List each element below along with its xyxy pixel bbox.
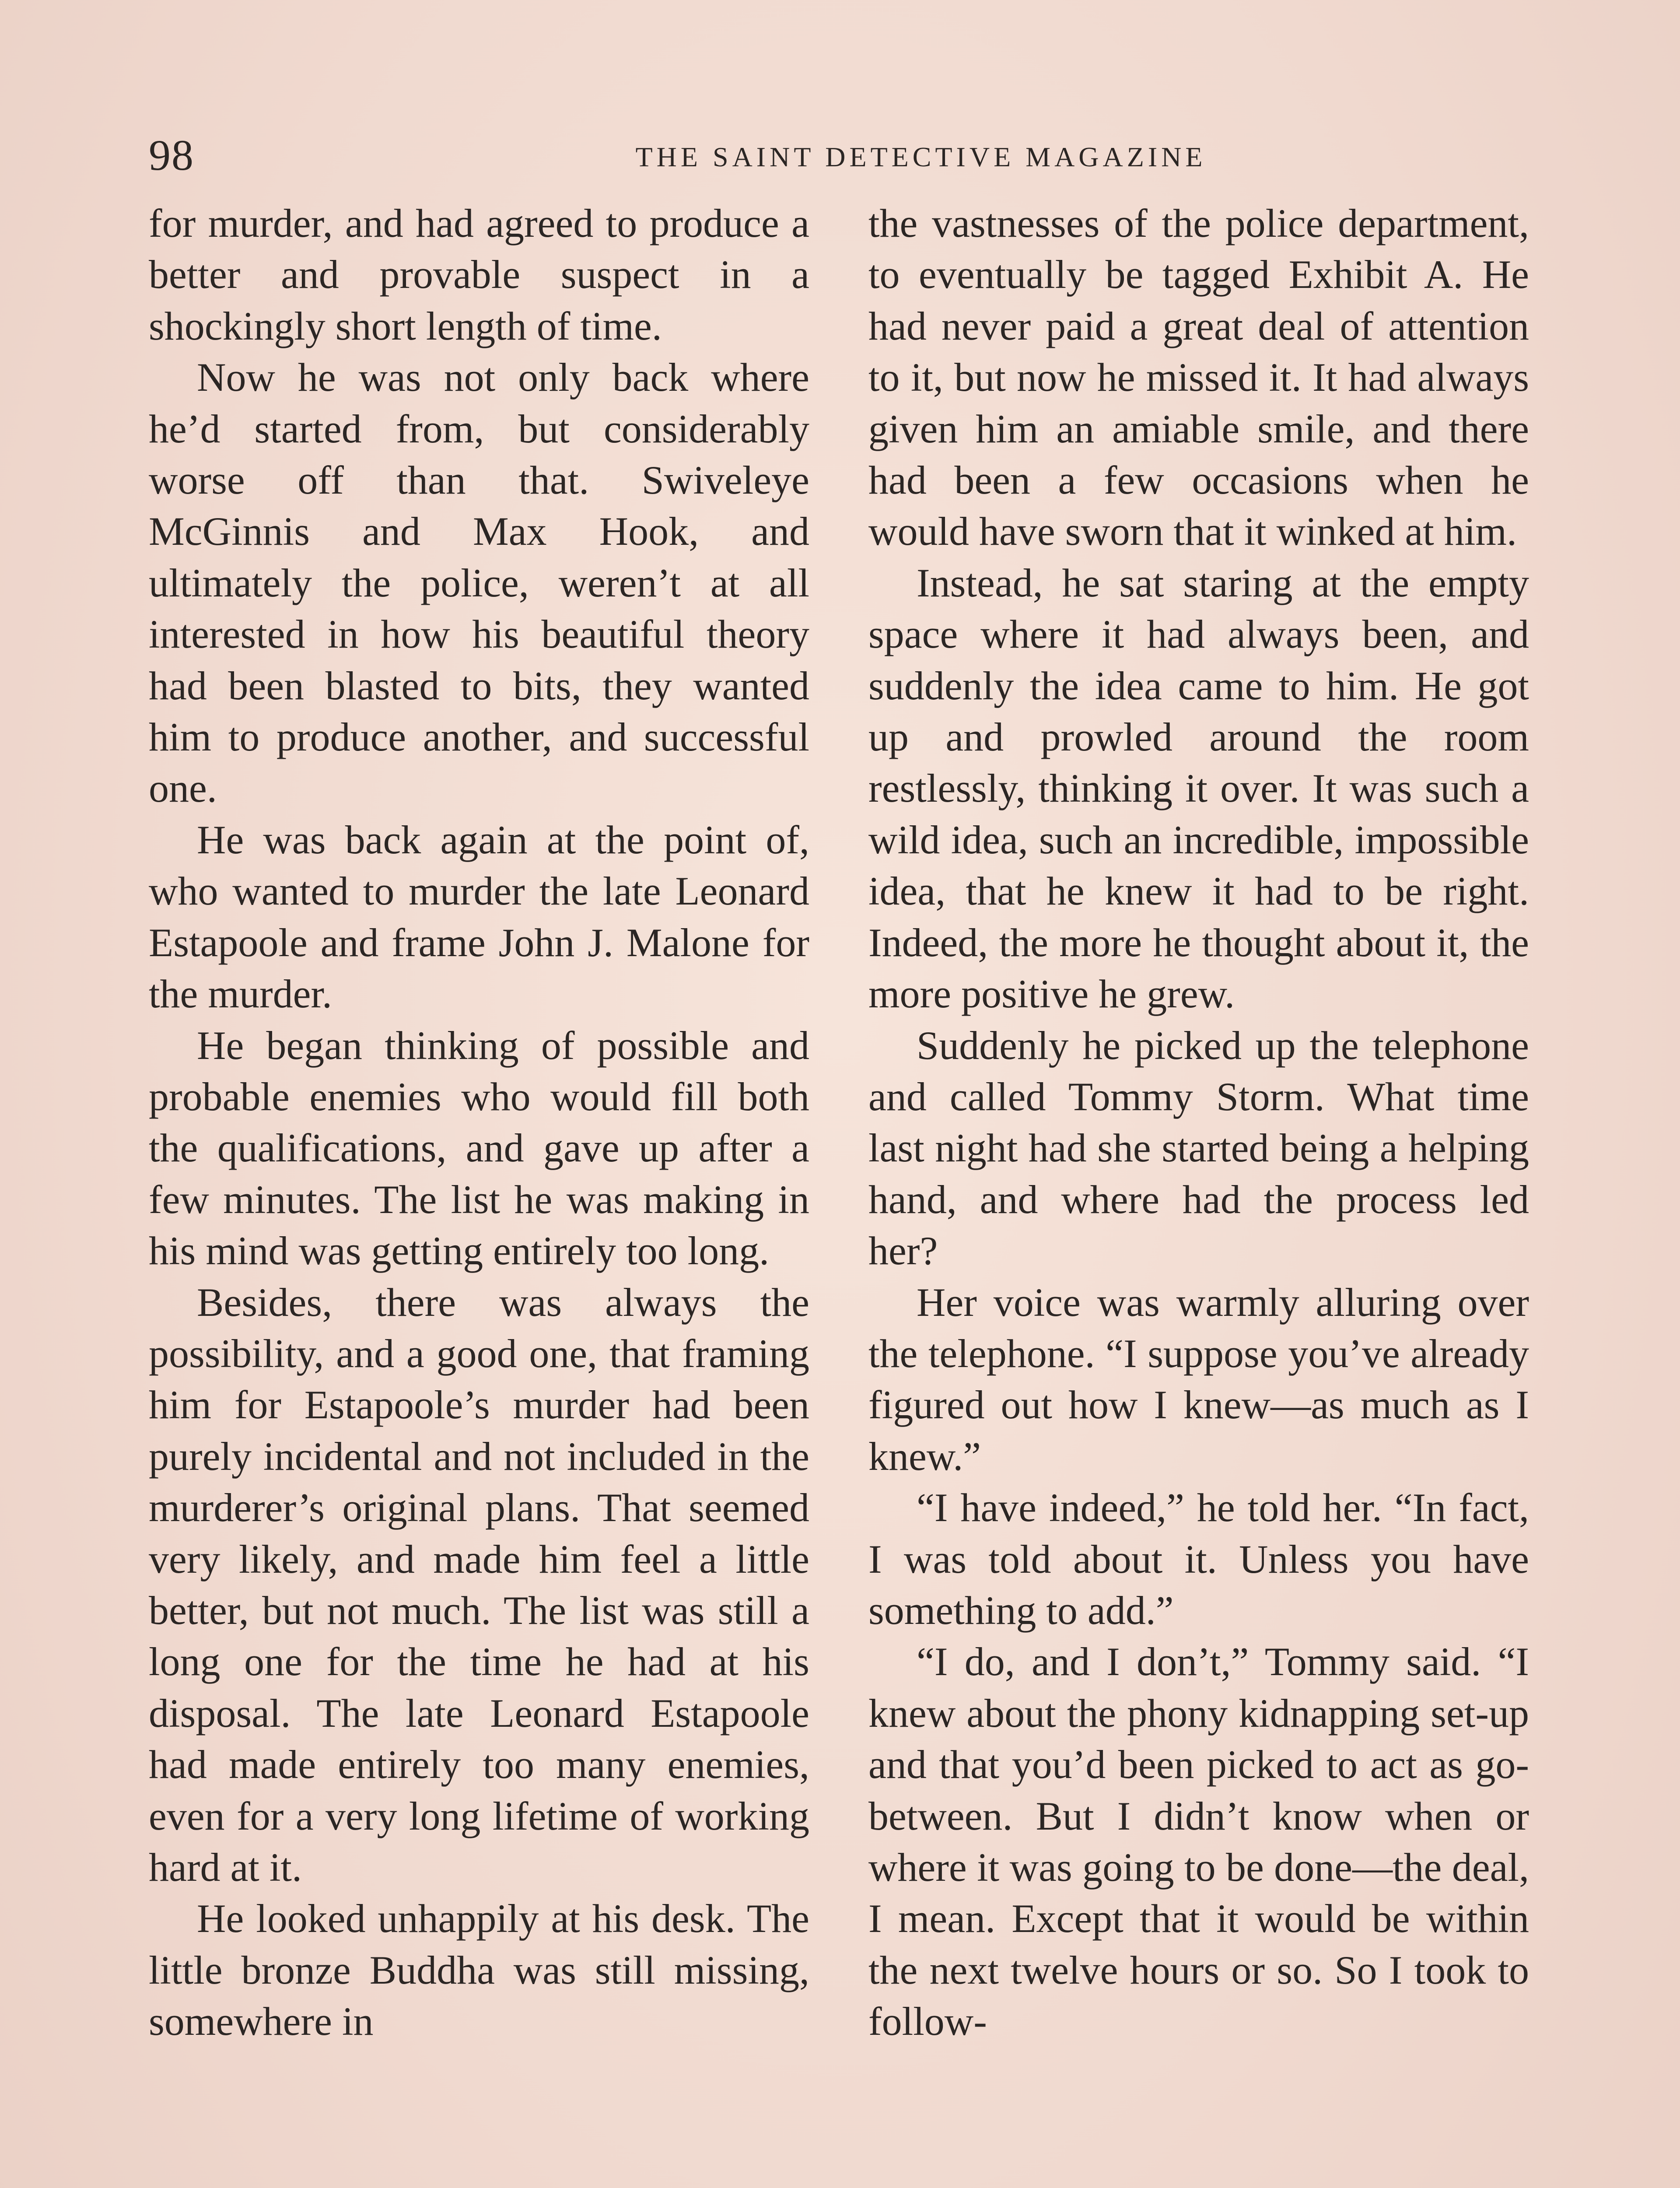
paragraph: He was back again at the point of, who wanted to murder the late Leonard Estapoole and frame John J. Malone for the murder. [149, 817, 809, 1017]
paragraph: Now he was not only back where he’d started from, but considerably worse off than that. Swiveleye McGinnis and Max Hook, and ultimately the police, weren’t at all interested in how his beautiful theory had been blasted to bits, they wanted him to produce another, and successful one. [149, 355, 809, 811]
page-number: 98 [149, 131, 194, 179]
paragraph: the vastnesses of the police department, to eventually be tagged Exhibit A. He had never paid a great deal of attention to it, but now he missed it. It had always given him an amiable smile, and there had been a few occasions when he would have sworn that it winked at him. [868, 201, 1529, 554]
right-column [868, 198, 1529, 2048]
running-head: THE SAINT DETECTIVE MAGAZINE [635, 141, 1207, 172]
paragraph: “I do, and I don’t,” Tommy said. “I knew about the phony kidnapping set-up and that you’d been picked to act as go-between. But I didn’t know when or where it was going to be done—the deal, I mean. Except that it would be within the next twelve hours or so. So I took to follow- [868, 1639, 1529, 2044]
paragraph: Besides, there was always the possibility, and a good one, that framing him for Estapoole’s murder had been purely incidental and not included in the murderer’s original plans. That seemed very likely, and made him feel a little better, but not much. The list was still a long one for the time he had at his disposal. The late Leonard Estapoole had made entirely too many enemies, even for a very long lifetime of working hard at it. [149, 1280, 809, 1890]
paragraph: for murder, and had agreed to produce a better and provable suspect in a shockingly short length of time. [149, 201, 809, 348]
paragraph: Instead, he sat staring at the empty space where it had always been, and suddenly the idea came to him. He got up and prowled around the room restlessly, thinking it over. It was such a wild idea, such an incredible, impossible idea, that he knew it had to be right. Indeed, the more he thought about it, the more positive he grew. [868, 560, 1529, 1017]
page-header [149, 127, 1531, 188]
left-column [149, 198, 809, 2048]
paragraph: Suddenly he picked up the telephone and called Tommy Storm. What time last night had she started being a helping hand, and where had the process led her? [868, 1023, 1529, 1273]
paragraph: He looked unhappily at his desk. The little bronze Buddha was still missing, somewhere in [149, 1896, 809, 2044]
paragraph: He began thinking of possible and probable enemies who would fill both the qualifications, and gave up after a few minutes. The list he was making in his mind was getting entirely too long. [149, 1023, 809, 1273]
paragraph: Her voice was warmly alluring over the telephone. “I suppose you’ve already figured out how I knew—as much as I knew.” [868, 1280, 1529, 1479]
paragraph: “I have indeed,” he told her. “In fact, I was told about it. Unless you have something to add.” [868, 1485, 1529, 1633]
